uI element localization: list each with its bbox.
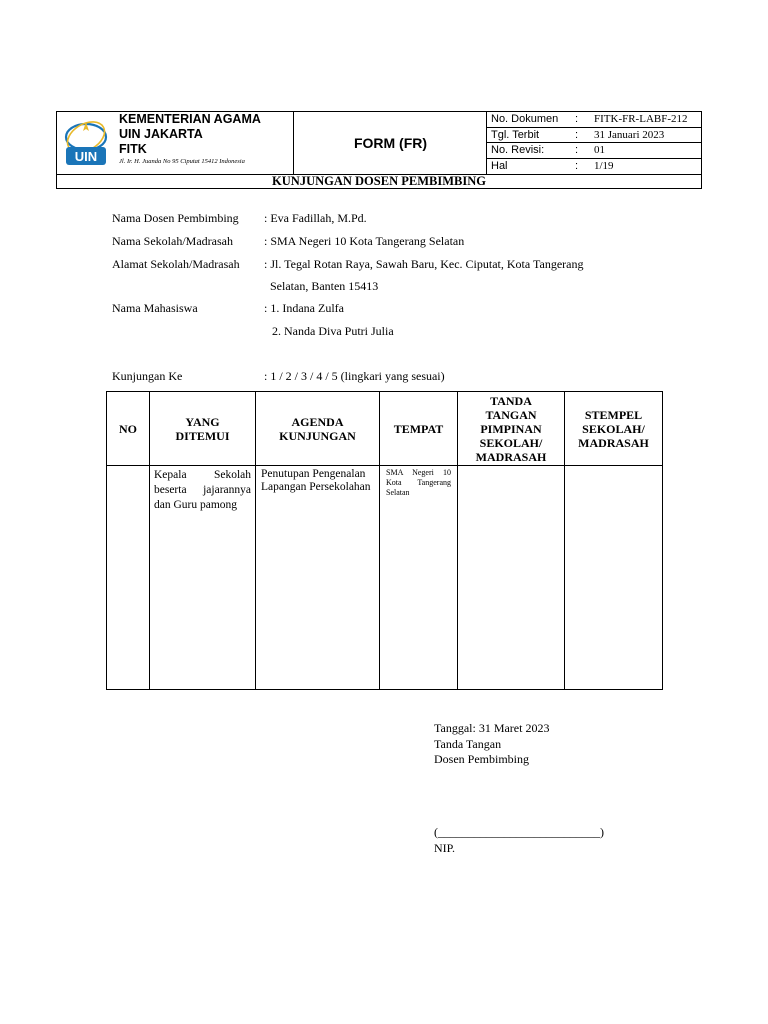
- signature-role: Dosen Pembimbing: [434, 752, 529, 766]
- sekolah-value: : SMA Negeri 10 Kota Tangerang Selatan: [264, 234, 465, 248]
- meta-separator: :: [575, 159, 579, 172]
- meta-key: No. Dokumen: [491, 113, 559, 125]
- table-row: [107, 466, 663, 690]
- meta-row-page: [487, 159, 701, 175]
- dosen-label: Nama Dosen Pembimbing: [112, 211, 239, 225]
- kunjungan-label: Kunjungan Ke: [112, 369, 183, 383]
- svg-text:UIN: UIN: [74, 149, 98, 164]
- header-agenda: AGENDA KUNJUNGAN: [256, 392, 380, 466]
- institution-name: [119, 112, 261, 157]
- mahasiswa-label: Nama Mahasiswa: [112, 301, 198, 315]
- meta-value: 01: [594, 144, 605, 156]
- alamat-value-line2: Selatan, Banten 15413: [270, 279, 379, 293]
- meta-separator: :: [575, 144, 579, 156]
- alamat-value-line1: : Jl. Tegal Rotan Raya, Sawah Baru, Kec. Ciputat, Kota Tangerang: [264, 257, 584, 271]
- dosen-value: : Eva Fadillah, M.Pd.: [264, 211, 367, 225]
- table-header-row: [107, 392, 663, 466]
- signature-date: Tanggal: 31 Maret 2023: [434, 721, 550, 735]
- header-stempel: STEMPEL SEKOLAH/ MADRASAH: [565, 392, 663, 466]
- cell-no: [107, 466, 150, 690]
- header-ditemui: YANG DITEMUI: [150, 392, 256, 466]
- meta-row-revision: [487, 143, 701, 159]
- title-row: [57, 174, 701, 188]
- cell-agenda: Penutupan Pengenalan Lapangan Persekolahan: [256, 466, 380, 690]
- meta-key: Tgl. Terbit: [491, 128, 540, 141]
- cell-tempat: SMA Negeri 10 Kota Tangerang Selatan: [380, 466, 458, 690]
- meta-separator: :: [575, 113, 579, 125]
- form-type-block: [294, 112, 487, 174]
- meta-row-issue-date: [487, 128, 701, 144]
- sekolah-label: Nama Sekolah/Madrasah: [112, 234, 233, 248]
- kunjungan-value: : 1 / 2 / 3 / 4 / 5 (lingkari yang sesuai): [264, 369, 445, 383]
- header-tempat: TEMPAT: [380, 392, 458, 466]
- alamat-label: Alamat Sekolah/Madrasah: [112, 257, 240, 271]
- mahasiswa-1: : 1. Indana Zulfa: [264, 301, 344, 315]
- mahasiswa-2: 2. Nanda Diva Putri Julia: [272, 324, 394, 338]
- meta-value: FITK-FR-LABF-212: [594, 113, 688, 125]
- institution-block: [57, 112, 294, 174]
- cell-ditemui: Kepala Sekolah beserta jajarannya dan Guru pamong: [150, 466, 256, 690]
- university-name: UIN JAKARTA: [119, 127, 203, 141]
- meta-value: 31 Januari 2023: [594, 128, 665, 141]
- form-type-label: FORM (FR): [353, 135, 428, 151]
- uin-logo-icon: [63, 119, 109, 169]
- signature-nip: NIP.: [434, 841, 456, 855]
- institution-address: Jl. Ir. H. Juanda No 95 Ciputat 15412 Indonesia: [119, 158, 245, 165]
- signature-label: Tanda Tangan: [434, 737, 502, 751]
- meta-row-document-number: [487, 112, 701, 128]
- meta-value: 1/19: [594, 159, 614, 172]
- ministry-name: KEMENTERIAN AGAMA: [119, 112, 261, 126]
- header-no: NO: [107, 392, 150, 466]
- document-title: KUNJUNGAN DOSEN PEMBIMBING: [272, 174, 486, 188]
- faculty-name: FITK: [119, 142, 147, 156]
- visit-table: [106, 391, 663, 690]
- document-meta-block: [487, 112, 701, 174]
- meta-separator: :: [575, 128, 579, 141]
- cell-tanda-tangan: [458, 466, 565, 690]
- document-header: [56, 111, 702, 189]
- meta-key: No. Revisi:: [491, 144, 545, 156]
- meta-key: Hal: [491, 159, 508, 172]
- cell-stempel: [565, 466, 663, 690]
- signature-blank-line: (___________________________): [434, 825, 604, 839]
- header-tanda-tangan: TANDA TANGAN PIMPINAN SEKOLAH/ MADRASAH: [458, 392, 565, 466]
